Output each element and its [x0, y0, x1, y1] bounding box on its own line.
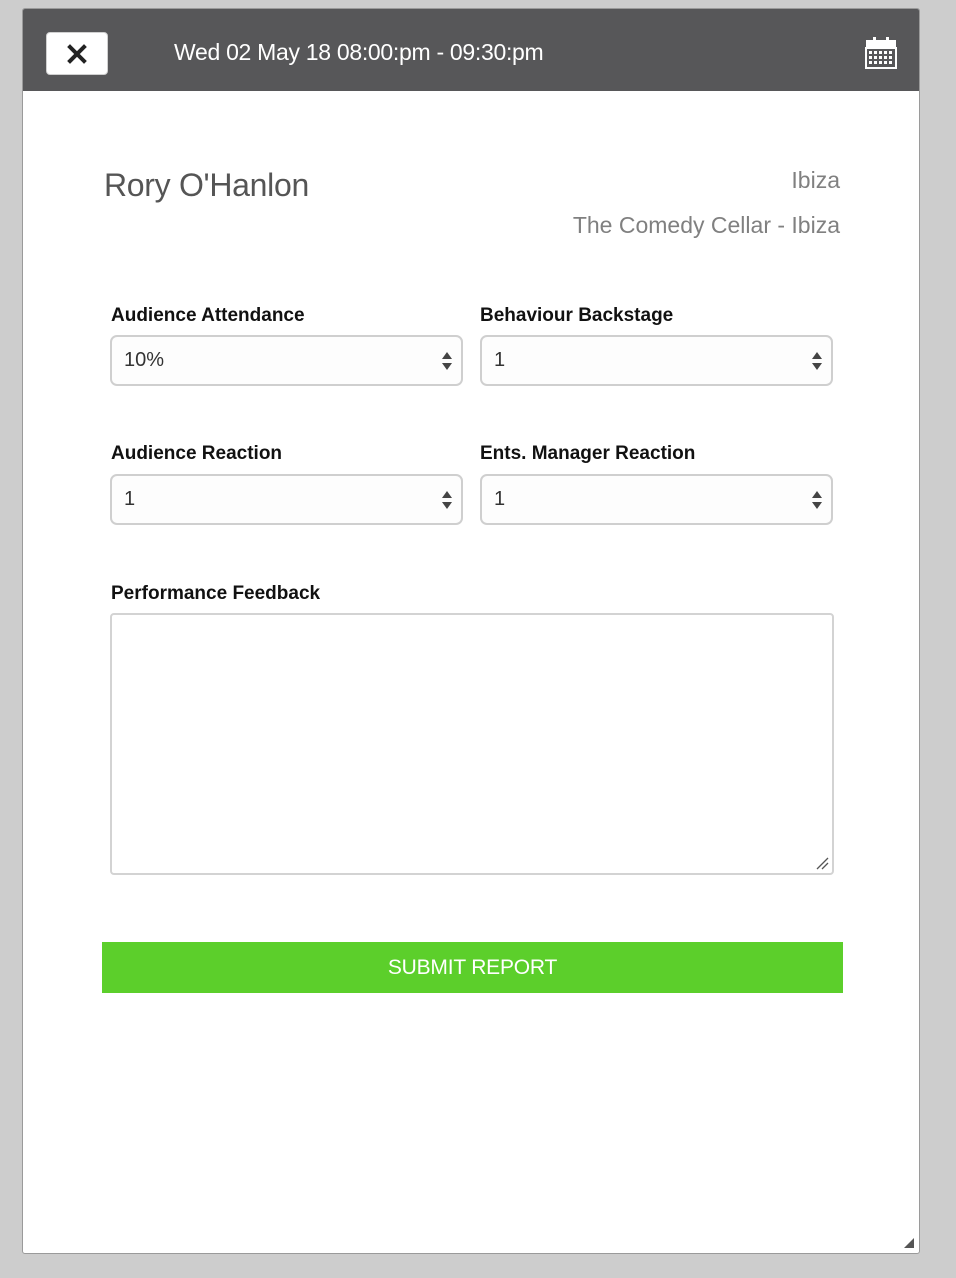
submit-report-button[interactable]: SUBMIT REPORT — [102, 942, 843, 993]
audience-reaction-value: 1 — [124, 488, 136, 510]
ents-manager-reaction-label: Ents. Manager Reaction — [480, 443, 696, 464]
performance-feedback-label: Performance Feedback — [111, 583, 321, 604]
select-arrows-icon — [441, 488, 453, 512]
audience-reaction-select[interactable] — [110, 474, 463, 525]
behaviour-backstage-label: Behaviour Backstage — [480, 305, 674, 326]
behaviour-backstage-select[interactable] — [480, 335, 833, 386]
performance-feedback-textarea[interactable] — [110, 613, 834, 875]
window-resize-icon[interactable] — [903, 1237, 915, 1249]
location-venue: The Comedy Cellar - Ibiza — [572, 212, 840, 238]
ents-manager-reaction-select[interactable] — [480, 474, 833, 525]
resize-grip-icon[interactable] — [815, 856, 829, 870]
audience-reaction-label: Audience Reaction — [111, 443, 283, 464]
behaviour-backstage-value: 1 — [494, 349, 506, 371]
close-x-icon — [67, 44, 87, 64]
ents-manager-reaction-value: 1 — [494, 488, 506, 510]
report-dialog — [22, 8, 920, 1254]
close-button[interactable] — [46, 32, 108, 75]
performer-name: Rory O'Hanlon — [104, 167, 309, 203]
select-arrows-icon — [441, 349, 453, 373]
event-datetime-title: Wed 02 May 18 08:00:pm - 09:30:pm — [174, 39, 544, 65]
audience-attendance-select[interactable] — [110, 335, 463, 386]
dialog-header — [23, 9, 919, 91]
audience-attendance-label: Audience Attendance — [111, 305, 305, 326]
audience-attendance-value: 10% — [124, 349, 165, 371]
select-arrows-icon — [811, 349, 823, 373]
select-arrows-icon — [811, 488, 823, 512]
calendar-icon[interactable] — [865, 37, 897, 69]
location-city: Ibiza — [791, 167, 840, 193]
